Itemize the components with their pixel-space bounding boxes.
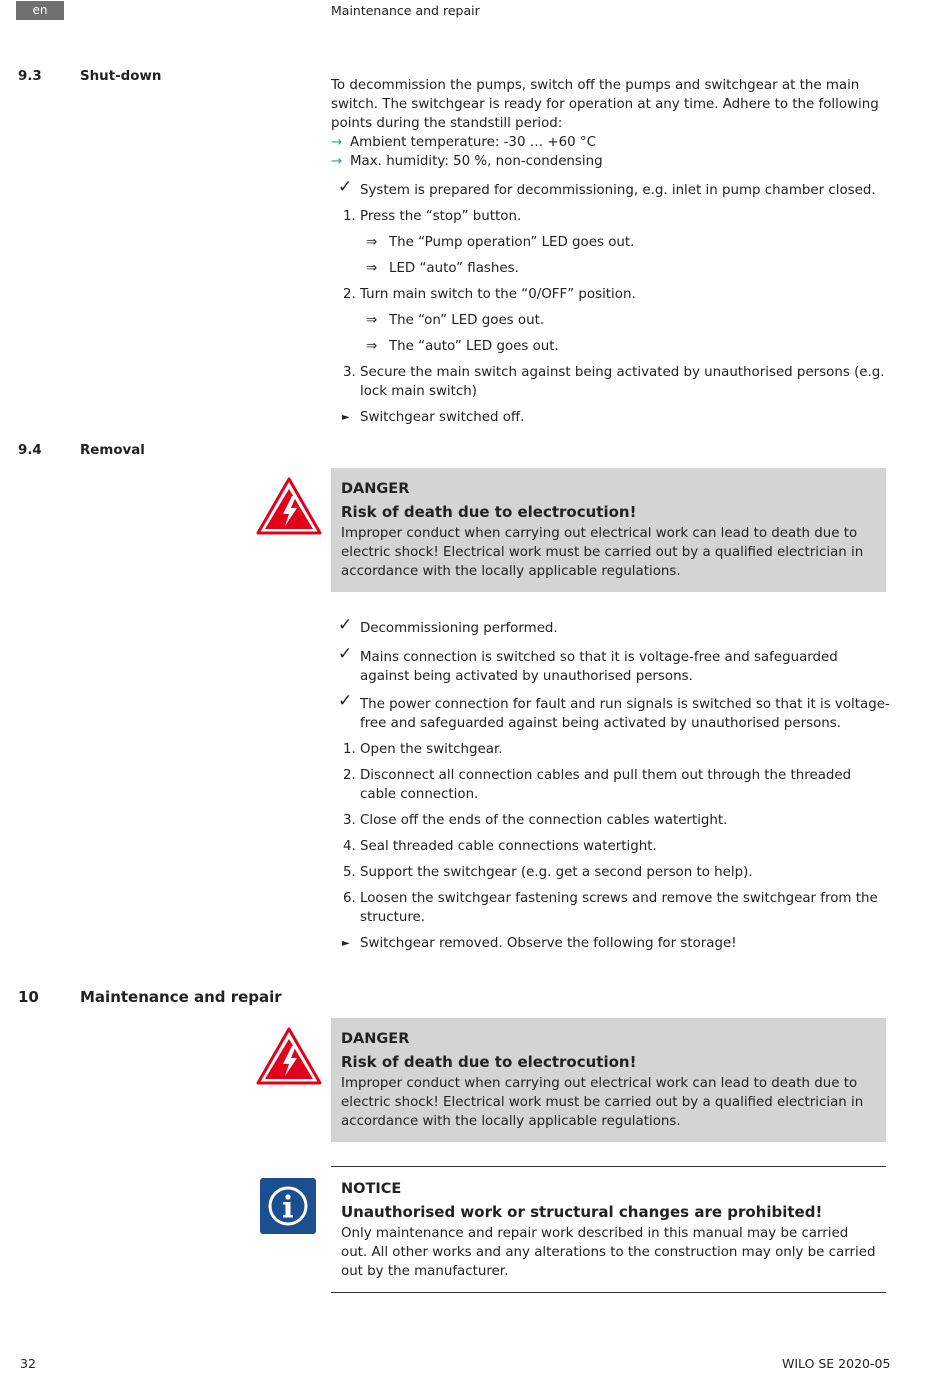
step-text: Close off the ends of the connection cables watertight. <box>360 813 728 828</box>
prerequisite-item <box>331 177 891 200</box>
prerequisite-text: The power connection for fault and run signals is switched so that it is voltage-free and safeguarded against being activated by unauthorised persons. <box>360 697 890 731</box>
section-number: 9.3 <box>18 69 42 84</box>
step-result <box>360 337 890 356</box>
step-number: 5. <box>343 865 356 880</box>
result-arrow-icon: ⇒ <box>366 261 378 276</box>
step-number: 3. <box>343 365 356 380</box>
step-number: 6. <box>343 891 356 906</box>
final-result-text: Switchgear switched off. <box>360 410 525 425</box>
result-arrow-icon: ⇒ <box>366 235 378 250</box>
section-number: 9.4 <box>18 443 42 458</box>
chapter-title: Maintenance and repair <box>80 988 282 1006</box>
step-number: 1. <box>343 209 356 224</box>
publisher-info: WILO SE 2020-05 <box>782 1356 891 1371</box>
step-item <box>331 863 891 882</box>
step-result <box>360 259 890 278</box>
condition-text: Max. humidity: 50 %, non-condensing <box>350 154 603 169</box>
check-icon: ✓ <box>338 177 353 197</box>
step-text: Press the “stop” button. <box>360 209 522 224</box>
step-number: 4. <box>343 839 356 854</box>
step-text: Loosen the switchgear fastening screws and remove the switchgear from the structure. <box>360 891 878 925</box>
condition-text: Ambient temperature: -30 … +60 °C <box>350 135 596 150</box>
notice-text: Only maintenance and repair work described in this manual may be carried out. All other works and any alterations to the construction may only be carried out by the manufacturer. <box>341 1226 876 1279</box>
prerequisite-text: System is prepared for decommissioning, e.g. inlet in pump chamber closed. <box>360 183 876 198</box>
check-icon: ✓ <box>338 644 353 664</box>
notice-label: NOTICE <box>341 1181 402 1197</box>
step-number: 3. <box>343 813 356 828</box>
notice-title: Unauthorised work or structural changes are prohibited! <box>341 1203 823 1221</box>
step-text: Turn main switch to the “0/OFF” position. <box>360 287 636 302</box>
step-number: 2. <box>343 287 356 302</box>
check-icon: ✓ <box>338 691 353 711</box>
step-text: Secure the main switch against being activated by unauthorised persons (e.g. lock main switch) <box>360 365 885 399</box>
condition-item <box>331 152 889 171</box>
chapter-number: 10 <box>18 988 39 1006</box>
prerequisite-item <box>331 644 891 686</box>
section-title: Shut-down <box>80 69 162 84</box>
notice-box <box>331 1166 886 1293</box>
result-triangle-icon: ► <box>342 412 350 423</box>
result-arrow-icon: ⇒ <box>366 313 378 328</box>
check-icon: ✓ <box>338 615 353 635</box>
danger-label: DANGER <box>341 481 410 497</box>
prerequisite-item <box>331 615 891 638</box>
prerequisite-item <box>331 691 891 733</box>
electrical-hazard-warning-icon <box>255 476 323 536</box>
danger-text: Improper conduct when carrying out electrical work can lead to death due to electric shock! Electrical work must be carried out by a qualified electrician in accordance with the locally applicable regulations. <box>341 526 864 579</box>
info-icon <box>260 1178 316 1234</box>
prerequisite-text: Decommissioning performed. <box>360 621 558 636</box>
danger-title: Risk of death due to electrocution! <box>341 503 637 521</box>
step-result-text: The “auto” LED goes out. <box>389 339 559 354</box>
electrical-hazard-warning-icon <box>255 1026 323 1086</box>
prerequisite-text: Mains connection is switched so that it is voltage-free and safeguarded against being activated by unauthorised persons. <box>360 650 838 684</box>
danger-text: Improper conduct when carrying out electrical work can lead to death due to electric shock! Electrical work must be carried out by a qualified electrician in accordance with the locally applicable regulations. <box>341 1076 864 1129</box>
step-item <box>331 837 891 856</box>
step-text: Support the switchgear (e.g. get a second person to help). <box>360 865 753 880</box>
step-number: 1. <box>343 742 356 757</box>
page-number: 32 <box>20 1356 36 1371</box>
step-item <box>331 740 891 759</box>
step-result-text: The “on” LED goes out. <box>389 313 545 328</box>
arrow-marker-icon: → <box>331 135 343 150</box>
step-item <box>331 811 891 830</box>
step-item <box>331 766 891 804</box>
language-tab: en <box>16 1 64 20</box>
step-text: Disconnect all connection cables and pull them out through the threaded cable connection. <box>360 768 852 802</box>
step-item <box>331 889 891 927</box>
final-result-text: Switchgear removed. Observe the following for storage! <box>360 936 737 951</box>
result-triangle-icon: ► <box>342 938 350 949</box>
danger-title: Risk of death due to electrocution! <box>341 1053 637 1071</box>
intro-paragraph: To decommission the pumps, switch off the pumps and switchgear at the main switch. The switchgear is ready for operation at any time. Adhere to the following points during the standstill period: <box>331 78 879 131</box>
final-result-item <box>331 408 891 427</box>
step-number: 2. <box>343 768 356 783</box>
final-result-item <box>331 934 891 953</box>
step-item <box>331 207 891 226</box>
step-result-text: LED “auto” flashes. <box>389 261 519 276</box>
section-intro <box>331 76 889 171</box>
arrow-marker-icon: → <box>331 154 343 169</box>
section-title: Removal <box>80 443 145 458</box>
result-arrow-icon: ⇒ <box>366 339 378 354</box>
danger-box <box>331 1018 886 1142</box>
danger-label: DANGER <box>341 1031 410 1047</box>
running-title: Maintenance and repair <box>331 3 480 18</box>
step-item <box>331 285 891 304</box>
step-result-text: The “Pump operation” LED goes out. <box>389 235 635 250</box>
step-item <box>331 363 891 401</box>
step-text: Seal threaded cable connections watertight. <box>360 839 657 854</box>
step-text: Open the switchgear. <box>360 742 503 757</box>
step-result <box>360 233 890 252</box>
condition-item <box>331 133 889 152</box>
danger-box <box>331 468 886 592</box>
step-result <box>360 311 890 330</box>
